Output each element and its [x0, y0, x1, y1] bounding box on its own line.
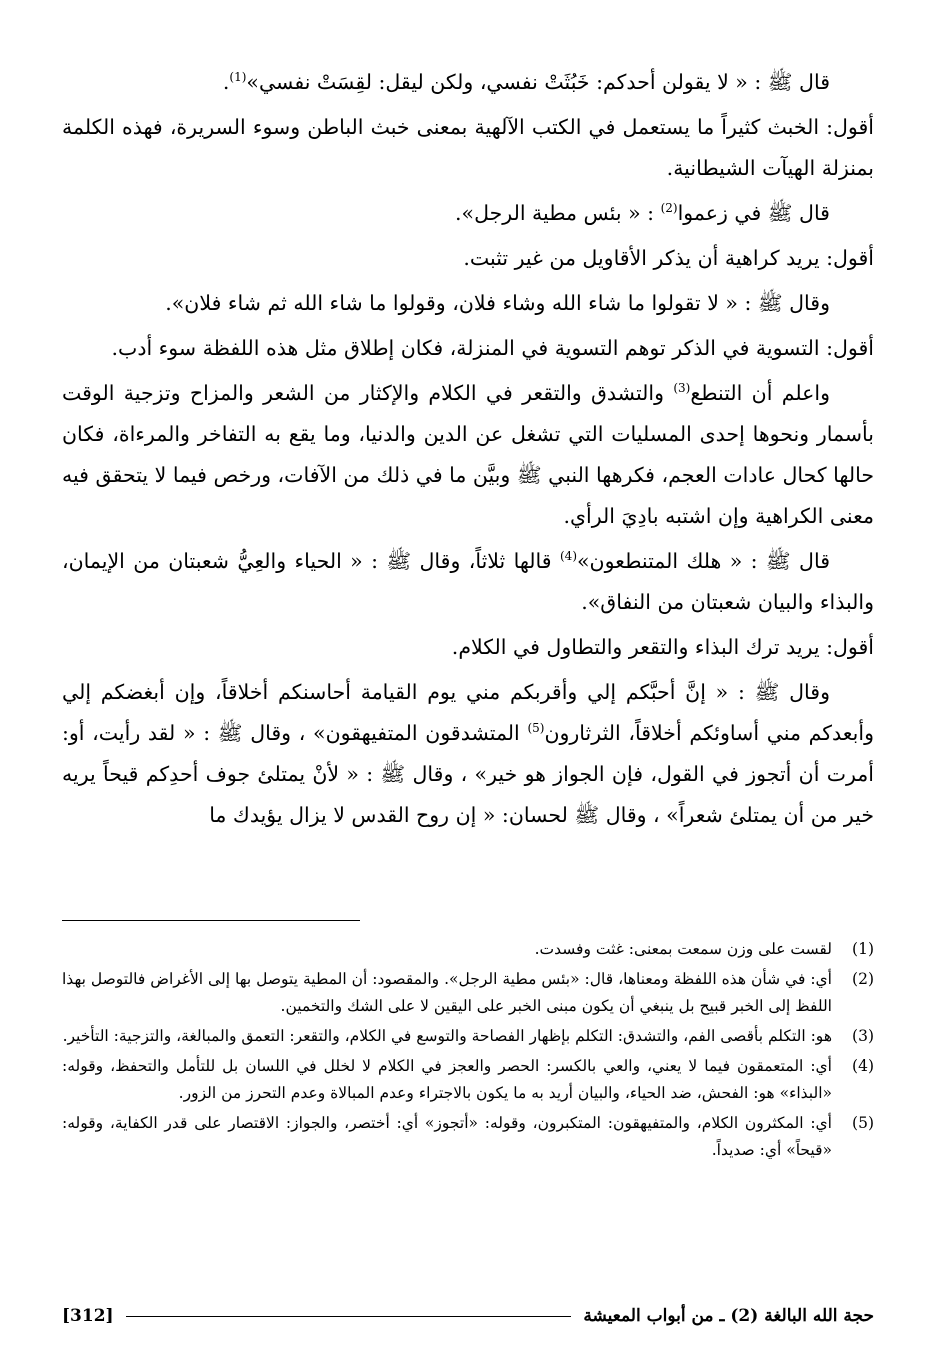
footnotes	[62, 936, 874, 1167]
footnote-text: لقست على وزن سمعت بمعنى: غثت وفسدت.	[534, 940, 832, 958]
footer-rule	[126, 1316, 572, 1317]
page-footer	[62, 1306, 874, 1326]
footnote-ref-5[interactable]: (5)	[527, 721, 545, 736]
footnote-ref-3[interactable]: (3)	[673, 381, 691, 396]
footnote-4	[62, 1053, 874, 1107]
footnote-ref-1[interactable]: (1)	[229, 70, 247, 85]
footnote-ref-4[interactable]: (4)	[559, 549, 577, 564]
paragraph-4: أقول: يريد كراهية أن يذكر الأقاويل من غير تثبت.	[463, 246, 874, 270]
footnote-number: (5)	[852, 1114, 874, 1132]
footnote-number: (3)	[852, 1027, 874, 1045]
footnote-text: أي: المتعمقون فيما لا يعني، والعي بالكسر: الحصر والعجز في الكلام لا لخلل في اللسان بل للتأمل والتحفظ، وقوله: «البذاء» هو: الفحش، ضد الحياء، والبيان أريد به ما يكون بالاجتراء وعدم المبالاة وعدم التحرز من الزور.	[62, 1057, 832, 1102]
paragraph-10: وقال ﷺ : « إنَّ أحبَّكم إلي وأقربكم مني يوم القيامة أحاسنكم أخلاقاً، وإن أبغضكم إلي وأبعدكم مني أساوئكم أخلاقاً، الثرثارون$^{(5)}$ المتشدقون المتفيهقون» ، وقال ﷺ : « لقد رأيت، أو: أمرت أن أتجوز في القول، فإن الجواز هو خير» ، وقال ﷺ : « لأنْ يمتلئ جوف أحدِكم قيحاً يريه خير من أن يمتلئ شعراً» ، وقال ﷺ لحسان: « إن روح القدس لا يزال يؤيدك ما	[62, 680, 874, 827]
footnote-number: (1)	[852, 940, 874, 958]
footnote-2	[62, 966, 874, 1020]
paragraph-3: قال ﷺ في زعموا$^{(2)}$ : « بئس مطية الرجل».	[455, 201, 830, 225]
footnote-ref-2[interactable]: (2)	[660, 201, 678, 216]
footnote-text: أي: في شأن هذه اللفظة ومعناها، قال: «بئس مطية الرجل». والمقصود: أن المطية يتوصل بها إلى الأغراض فالتوصل بهذا اللفظ إلى الخبر قبيح بل ينبغي أن يكون مبنى الخبر على اليقين لا على الشك والتخمين.	[62, 970, 832, 1015]
footnote-text: أي: المكثرون الكلام، والمتفيهقون: المتكبرون، وقوله: «أتجوز» أي: أختصر، والجواز: الاقتصار على قدر الكفاية، وقوله: «قيحاً» أي: صديداً.	[62, 1114, 832, 1159]
footer-title: حجة الله البالغة (2) ـ من أبواب المعيشة	[583, 1306, 874, 1326]
footnote-3	[62, 1023, 874, 1050]
paragraph-9: أقول: يريد ترك البذاء والتقعر والتطاول في الكلام.	[451, 635, 874, 659]
page-number: [312]	[62, 1306, 114, 1326]
paragraph-8: قال ﷺ : « هلك المتنطعون»$^{(4)}$ قالها ثلاثاً، وقال ﷺ : « الحياء والعِيُّ شعبتان من الإيمان، والبذاء والبيان شعبتان من النفاق».	[62, 549, 874, 614]
footnote-separator	[62, 920, 360, 921]
footnote-number: (4)	[852, 1057, 874, 1075]
paragraph-5: وقال ﷺ : « لا تقولوا ما شاء الله وشاء فلان، وقولوا ما شاء الله ثم شاء فلان».	[165, 291, 830, 315]
footnote-number: (2)	[852, 970, 874, 988]
footnote-text: هو: التكلم بأقصى الفم، والتشدق: التكلم بإظهار الفصاحة والتوسع في الكلام، والتقعر: التعمق والمبالغة، والتزجية: التأخير.	[62, 1027, 832, 1045]
paragraph-1: قال ﷺ : « لا يقولن أحدكم: خَبُثَتْ نفسي، ولكن ليقل: لقِسَتْ نفسي»$^{(1)}$.	[222, 70, 830, 94]
footnote-5	[62, 1110, 874, 1164]
page	[62, 62, 874, 1342]
paragraph-7: واعلم أن التنطع$^{(3)}$ والتشدق والتقعر في الكلام والإكثار من الشعر والمزاح وتزجية الوقت بأسمار ونحوها إحدى المسليات التي تشغل عن الدين والدنيا، وما يقع به التفاخر والمرءاة، فكان حالها كحال عادات العجم، فكرهها النبي ﷺ وبيَّن ما في ذلك من الآفات، ورخص فيما لا يتحقق فيه معنى الكراهية وإن اشتبه بادِيَ الرأي.	[62, 381, 874, 528]
paragraph-2: أقول: الخبث كثيراً ما يستعمل في الكتب الآلهية بمعنى خبث الباطن وسوء السريرة، فهذه الكلمة بمنزلة الهيآت الشيطانية.	[62, 115, 874, 180]
paragraph-6: أقول: التسوية في الذكر توهم التسوية في المنزلة، فكان إطلاق مثل هذه اللفظة سوء أدب.	[111, 336, 874, 360]
footnote-1	[62, 936, 874, 963]
